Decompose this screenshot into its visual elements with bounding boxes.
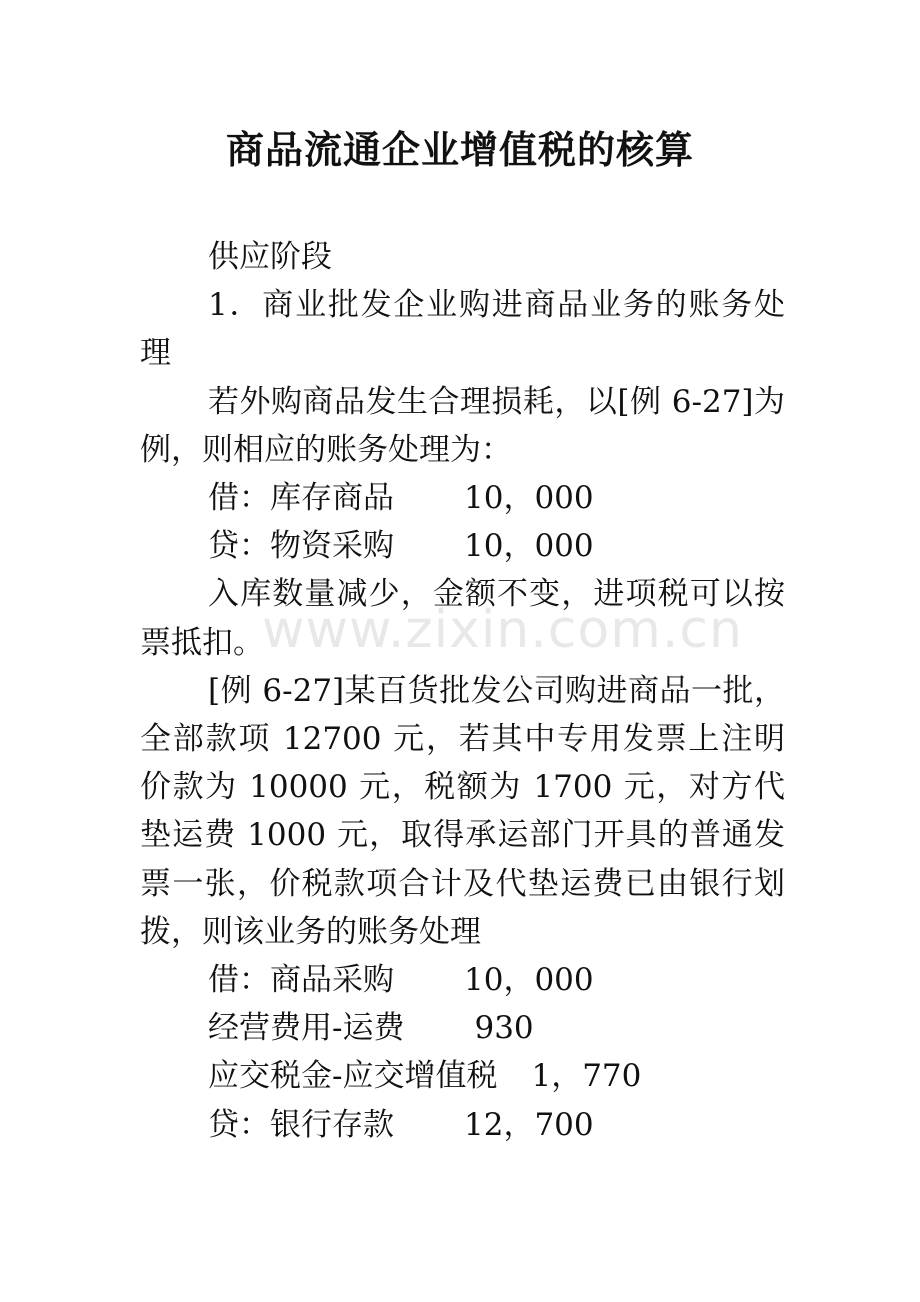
entry-amount: 10，000 bbox=[464, 528, 594, 565]
entry-amount: 12，700 bbox=[464, 1106, 594, 1143]
paragraph-example: [例 6-27]某百货批发公司购进商品一批，全部款项 12700 元，若其中专用发票上注明价款为 10000 元，税额为 1700 元，对方代垫运费 1000 元，取得承运部门开具的普通发票一张，价税款项合计及代垫运费已由银行划拨，则该业务的账务处理 bbox=[140, 672, 785, 950]
entry-amount: 1，770 bbox=[531, 1058, 642, 1095]
journal-entry-debit-inventory bbox=[208, 474, 785, 522]
entry-label: 应交税金-应交增值税 bbox=[208, 1058, 498, 1095]
item-heading: 1．商业批发企业购进商品业务的账务处理 bbox=[140, 287, 785, 372]
entry-amount: 10，000 bbox=[464, 480, 594, 517]
paragraph-loss: 若外购商品发生合理损耗，以[例 6-27]为例，则相应的账务处理为： bbox=[140, 383, 785, 468]
journal-entry-vat bbox=[208, 1052, 785, 1100]
entry-amount: 10，000 bbox=[464, 962, 594, 999]
entry-label: 借：库存商品 bbox=[208, 480, 394, 517]
entry-amount: 930 bbox=[474, 1010, 534, 1047]
document-title: 商品流通企业增值税的核算 bbox=[225, 127, 694, 172]
section-heading: 供应阶段 bbox=[208, 239, 332, 275]
journal-entry-credit-purchase bbox=[208, 522, 785, 570]
entry-label: 经营费用-运费 bbox=[208, 1010, 405, 1047]
entry-label: 借：商品采购 bbox=[208, 962, 394, 999]
paragraph-note: 入库数量减少，金额不变，进项税可以按票抵扣。 bbox=[140, 576, 785, 661]
journal-entry-debit-purchase bbox=[208, 956, 785, 1004]
entry-label: 贷：银行存款 bbox=[208, 1106, 394, 1143]
entry-label: 贷：物资采购 bbox=[208, 528, 394, 565]
watermark: www.zixin.com.cn bbox=[262, 600, 743, 660]
journal-entry-credit-bank bbox=[208, 1101, 785, 1149]
document-body bbox=[140, 233, 785, 1149]
journal-entry-freight bbox=[208, 1004, 785, 1052]
